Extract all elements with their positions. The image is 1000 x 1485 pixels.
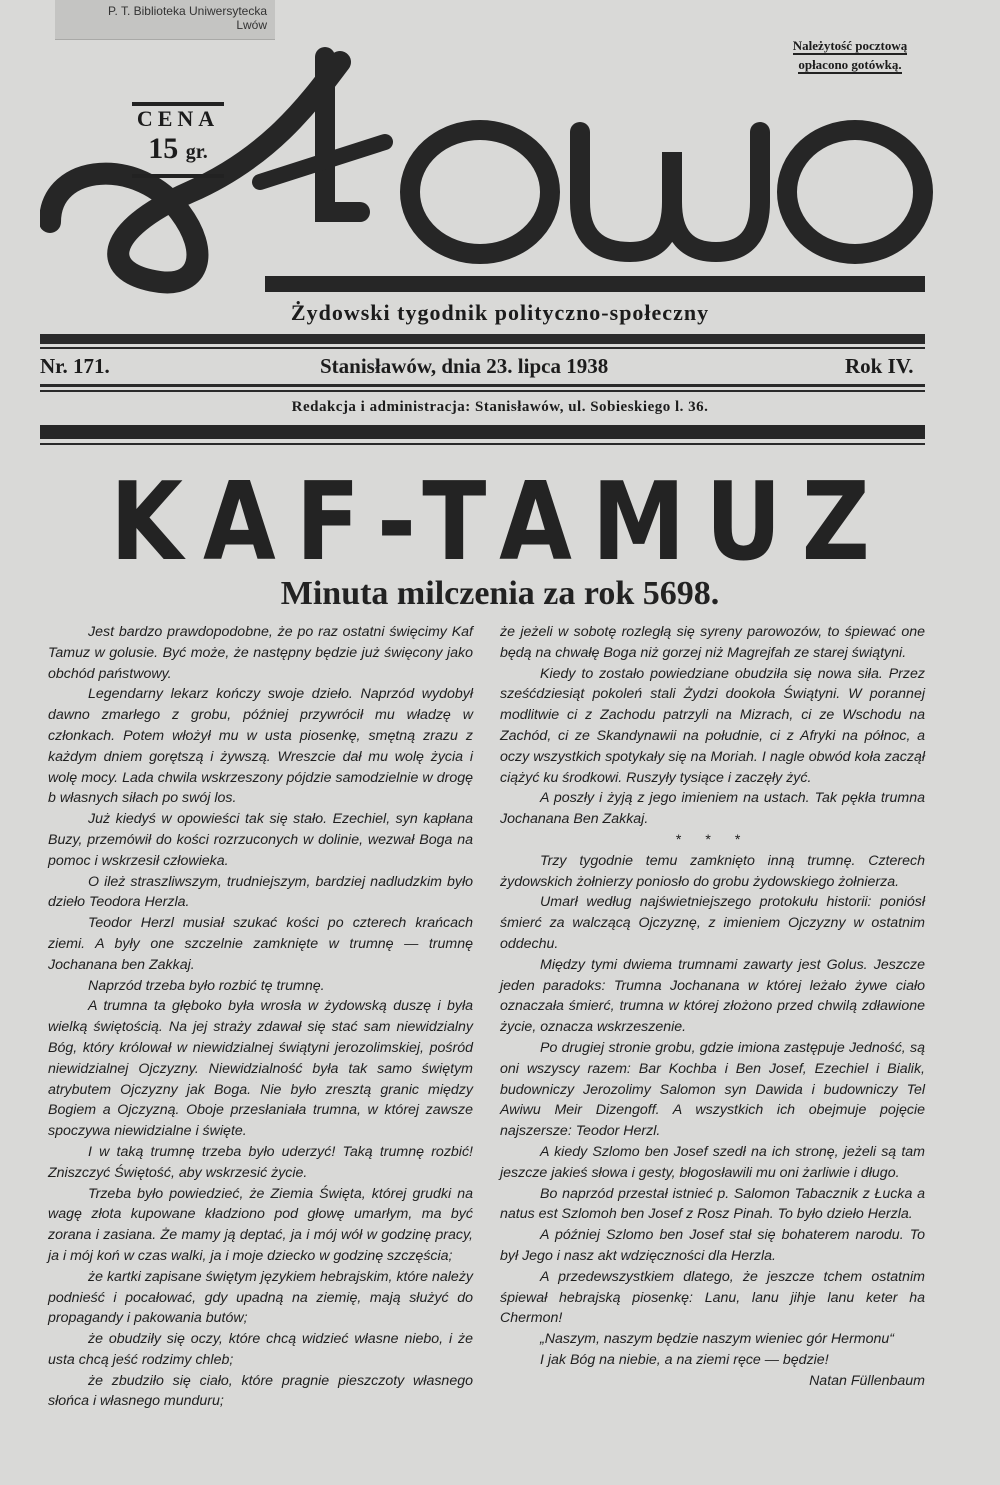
issue-rule-top-thin: [40, 347, 925, 349]
library-stamp-line1: P. T. Biblioteka Uniwersytecka: [108, 4, 267, 18]
paragraph: A trumna ta głęboko była wrosła w żydowską duszę i była wielką świętością. Na jej straży zdawał się stać sam niewidzialny Bóg, który królował w niewidzialnej świątyni jerozolimskiej, pośród niewidzialnej Ojczyzny. Niewidzialność była tak samo świętym atrybutem Ojczyzny jak Boga. Nie było zresztą granic między Bogiem a Ojczyzną. Oboje przesłaniała trumna, w której zawsze spoczywa niewidzialne i święte.: [48, 998, 473, 1140]
masthead-rule: [265, 276, 925, 292]
postage-line1: Należytość pocztową: [792, 38, 908, 53]
price-value: [132, 132, 224, 169]
article-headline: KAF-TAMUZ: [110, 460, 890, 586]
paragraph: że jeżeli w sobotę rozległą się syreny parowozów, to śpiewać one będą na chwałę Boga niż gorzej niż Magrejfah ze starej świątyni.: [500, 624, 925, 661]
postage-line2: opłacono gotówką.: [798, 57, 902, 72]
paragraph: Już kiedyś w opowieści tak się stało. Ezechiel, syn kapłana Buzy, przemówił do kości rozrzuconych w dolinie, wezwał Boga na pomoc i wskrzesił człowieka.: [48, 811, 473, 869]
paragraph: Jest bardzo prawdopodobne, że po raz ostatni święcimy Kaf Tamuz w golusie. Być może, że następny będzie już święcony jako obchód państwowy.: [48, 624, 473, 682]
editorial-address: Redakcja i administracja: Stanisławów, ul. Sobieskiego l. 36.: [291, 399, 709, 415]
issue-number: Nr. 171.: [40, 354, 110, 378]
paragraph: Teodor Herzl musiał szukać kości po czterech krańcach ziemi. A były one szczelnie zamknięte w trumnę — trumnę Jochanana ben Zakkaj.: [48, 915, 473, 973]
library-stamp-line2: Lwów: [236, 18, 267, 32]
paragraph: A przedewszystkiem dlatego, że jeszcze tchem ostatnim śpiewał hebrajską piosenkę: Lanu, lanu jihje lanu keter ha Chermon!: [500, 1268, 925, 1327]
paragraph: „Naszym, naszym będzie naszym wieniec gór Hermonu“: [540, 1331, 895, 1348]
article-column-right: [500, 622, 925, 1391]
paragraph: A kiedy Szlomo ben Josef szedł na ich stronę, jeżeli są tam jeszcze jakieś słowa i gesty, błogosławili mu oni żarliwie i długo.: [500, 1143, 925, 1181]
paragraph: Trzy tygodnie temu zamknięto inną trumnę. Czterech żydowskich żołnierzy poniosło do grobu żydowskiego żołnierza.: [500, 852, 925, 890]
paragraph: Trzeba było powiedzieć, że Ziemia Święta, której grudki na wagę złota kupowane kładziono pod głowę umarłym, ma być zorana i zasiana. Że mamy ją deptać, ja i mój wół w godzinę pracy, ja i mój koń w czas walki, ja i moje dziecko w godzinę szczęścia;: [48, 1185, 473, 1264]
paragraph: I w taką trumnę trzeba było uderzyć! Taką trumnę rozbić! Zniszczyć Świętość, aby wskrzesić życie.: [48, 1143, 473, 1181]
price-unit: gr.: [185, 141, 208, 163]
price-label: CENA: [136, 106, 220, 131]
article-column-left: [48, 622, 473, 1412]
library-stamp: [55, 0, 275, 40]
paragraph: że kartki zapisane świętym językiem hebrajskim, które należy podnieść i pocałować, gdy upadną na ziemię, mają służyć do propagandy i pakowania butów;: [48, 1268, 473, 1327]
price-box: [132, 102, 224, 178]
paragraph: O ileż straszliwszym, trudniejszym, bardziej nadludzkim było dzieło Teodora Herzla.: [48, 873, 473, 911]
section-separator: * * *: [675, 831, 750, 848]
paragraph: że obudziły się oczy, które chcą widzieć własne niebo, i że usta chcą jeść rodzimy chleb;: [48, 1331, 473, 1368]
paragraph: że zbudziło się ciało, które pragnie pieszczoty własnego słońca i własnego munduru;: [48, 1372, 473, 1410]
author-signature: Natan Füllenbaum: [809, 1372, 925, 1389]
issue-place-date: Stanisławów, dnia 23. lipca 1938: [320, 354, 609, 378]
paragraph: I jak Bóg na niebie, a na ziemi ręce — będzie!: [540, 1351, 829, 1368]
paragraph: A poszły i żyją z jego imieniem na ustach. Tak pękła trumna Jochanana Ben Zakkaj.: [500, 790, 925, 828]
paragraph: Kiedy to zostało powiedziane obudziła się nowa siła. Przez sześćdziesiąt pokoleń stali Żydzi dookoła Świątyni. W porannej modlitwie ci z Zachodu patrzyli na Mizrach, ci ze Wschodu na Zachód, ci ze Skandynawii na południe, ci z Afryki na północ, a oczy wszystkich spotykały się na Moriah. I nagle obwód koła zaczął ciążyć ku środkowi. Ruszyły tysiące i zaczęły żyć.: [500, 665, 925, 786]
masthead-subtitle: Żydowski tygodnik polityczno-społeczny: [290, 300, 710, 325]
address-rule: [40, 425, 925, 439]
paragraph: A później Szlomo ben Josef stał się bohaterem narodu. To był Jego i nasz akt wdzięczności dla Herzla.: [500, 1227, 925, 1264]
paragraph: Umarł według najświetniejszego protokułu historii: poniósł śmierć za walczącą Ojczyznę, z imieniem Ojczyzny w ostatnim oddechu.: [500, 894, 925, 952]
issue-year: Rok IV.: [845, 354, 914, 378]
paragraph: Bo naprzód przestał istnieć p. Salomon Tabacznik z Łucka a natus est Szlomoh ben Josef z Rosz Pinah. To było dzieło Herzla.: [500, 1185, 925, 1223]
price-amount: 15: [148, 132, 179, 165]
issue-rule-bottom: [40, 384, 925, 387]
issue-rule-bottom-2: [40, 390, 925, 392]
paragraph: Między tymi dwiema trumnami zawarty jest Golus. Jeszcze jeden paradoks: Trumna Jochanana w której leżało żywe ciało oznaczała śmierć, trumna w której złożono przed chwilą zdławione życie, oznacza wskrzeszenie.: [500, 956, 925, 1036]
paragraph: Po drugiej stronie grobu, gdzie imiona zastępuje Jedność, są oni wszyscy razem: Bar Kochba i Ben Josef, Ezechiel i Bialik, budowniczy Jerozolimy Salomon syn Dawida i budowniczy Tel Awiwu Meir Dizengoff. A wszystkich ich obejmuje pojęcie najszersze: Teodor Herzl.: [500, 1039, 925, 1140]
issue-rule-top: [40, 334, 925, 344]
paragraph: Naprzód trzeba było rozbić tę trumnę.: [88, 977, 325, 994]
article-subheadline: Minuta milczenia za rok 5698.: [280, 575, 720, 612]
paragraph: Legendarny lekarz kończy swoje dzieło. Naprzód wydobył dawno zmarłego z grobu, później przywrócił mu władzę w członkach. Potem włożył mu w usta piosenkę, smętną zrazu z każdym dniem gorętszą i żywszą. Wreszcie dał mu wolę życia i wolę mocy. Lada chwila wskrzeszony pójdzie samodzielnie w drogę b własnych siłach po swój los.: [48, 686, 473, 807]
address-rule-thin: [40, 443, 925, 445]
